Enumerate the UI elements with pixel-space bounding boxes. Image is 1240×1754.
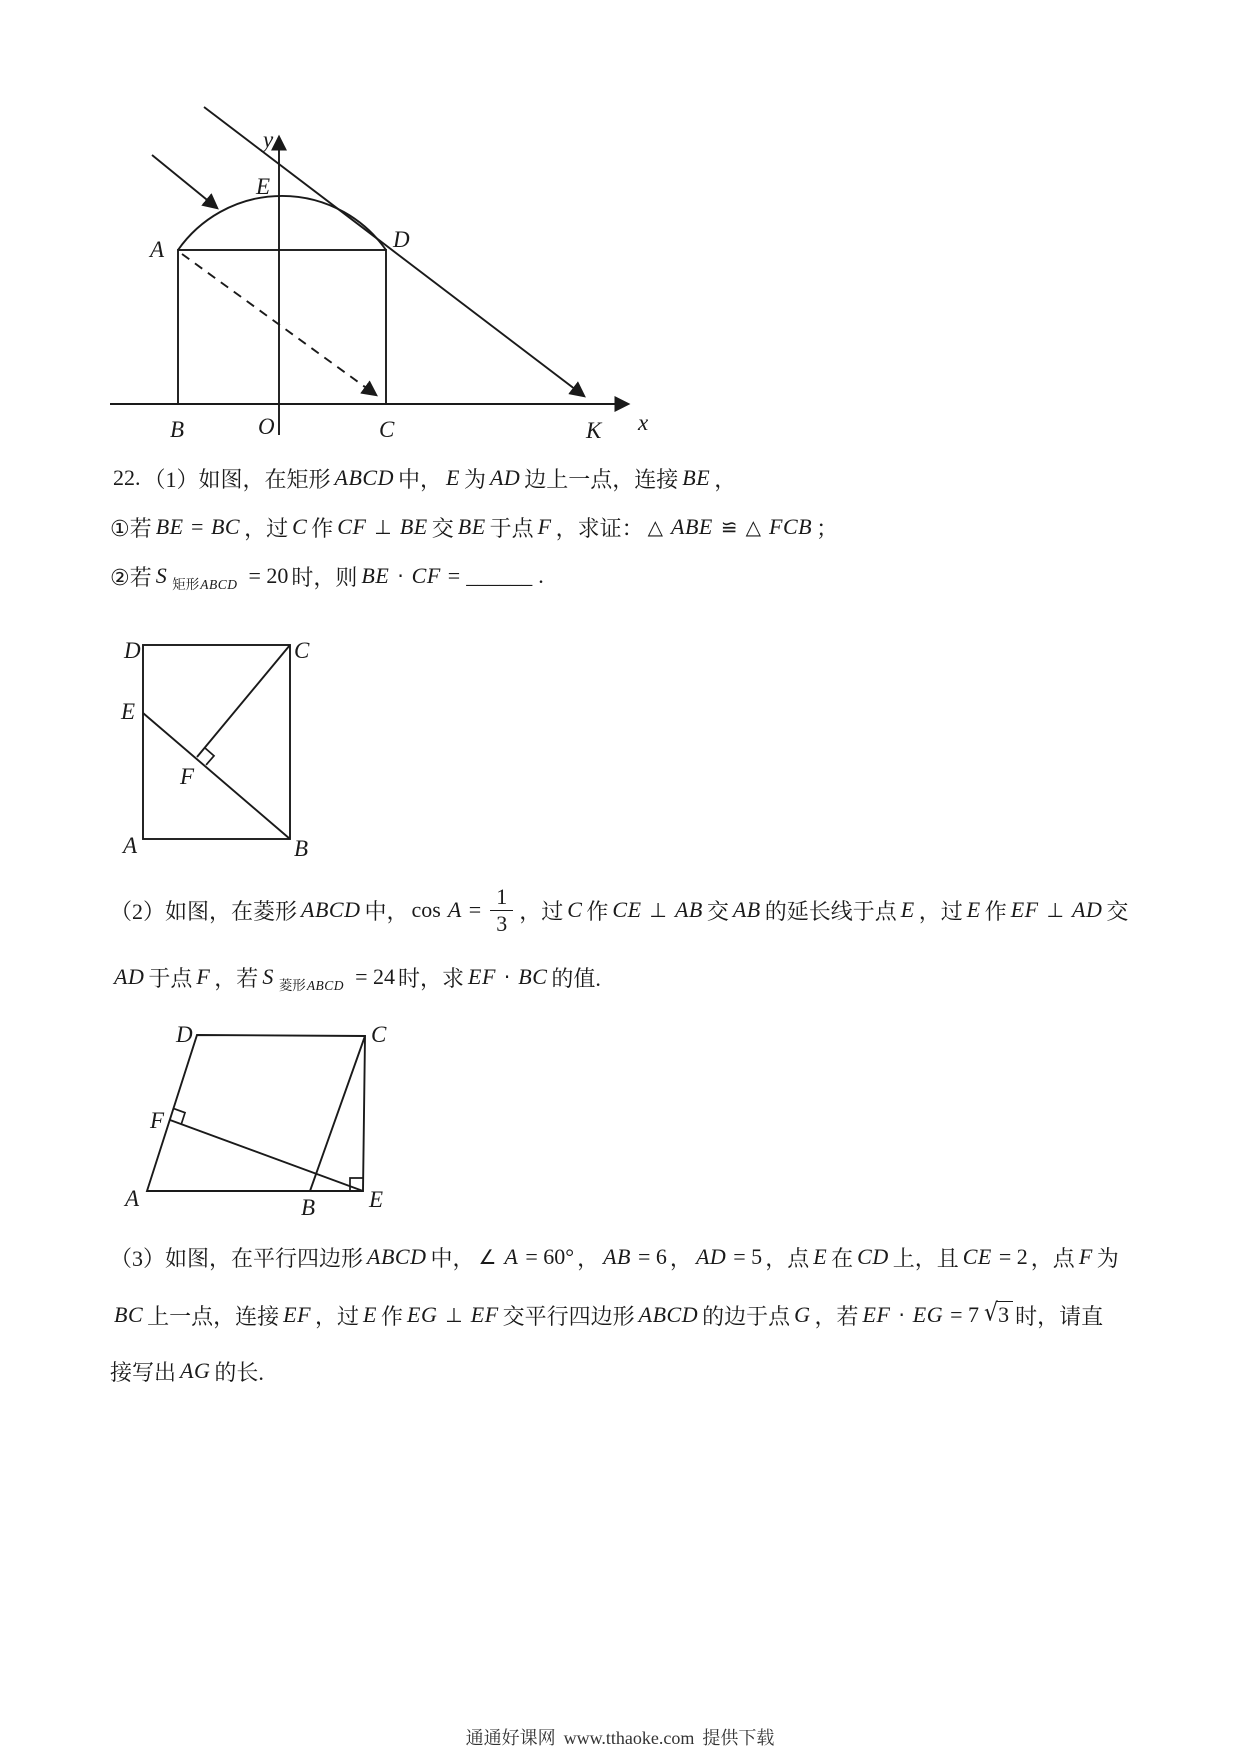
right-angle-mark-f (205, 748, 214, 765)
point-label-a: A (123, 833, 138, 858)
point-label-e: E (256, 174, 271, 199)
question-line-8: 接写出 AG 的长. (110, 1358, 264, 1385)
question-line-4: （2）如图，在菱形 ABCD 中， cos A = $\frac{1}{3}$ ，过 C 作 CE ⊥ AB 交 AB 的延长线于点 E ，过 E 作 EF ⊥ AD 交 (110, 884, 1129, 936)
point-label-e: E (369, 1187, 384, 1212)
point-label-e: E (121, 699, 136, 724)
segment-cb (310, 1036, 365, 1191)
rhombus-outline (147, 1035, 365, 1191)
point-label-c: C (371, 1022, 387, 1047)
point-label-c: C (379, 417, 395, 442)
point-label-f: F (180, 764, 195, 789)
figure-rectangle-dcba (108, 630, 320, 865)
point-label-a: A (125, 1186, 140, 1211)
segment-eb (143, 713, 290, 839)
point-label-b: B (294, 836, 309, 861)
question-line-1: 22. （1）如图，在矩形 ABCD 中， E 为 AD 边上一点，连接 BE ， (113, 465, 737, 492)
axis-label-x: x (638, 410, 649, 435)
point-label-f: F (150, 1108, 165, 1133)
figure-coordinate-plane (95, 85, 655, 445)
point-label-d: D (124, 638, 141, 663)
question-line-5: AD 于点 F ，若 S 菱形 ABCD = 24 时，求 EF · BC 的值. (114, 964, 601, 993)
question-line-2: ①若 BE = BC ，过 C 作 CF ⊥ BE 交 BE 于点 F ，求证： △ ABE ≌ △ FCB ； (110, 514, 839, 541)
point-label-b: B (301, 1195, 316, 1220)
point-label-k: K (586, 418, 602, 443)
point-label-c: C (294, 638, 310, 663)
rectangle-dcba (143, 645, 290, 839)
segment-cf (197, 645, 290, 757)
point-label-b: B (170, 417, 185, 442)
point-label-d: D (393, 227, 410, 252)
figure-rhombus-abcd (118, 1015, 398, 1220)
segment-ef (170, 1120, 363, 1191)
translation-arrow (152, 155, 217, 208)
point-label-a: A (150, 237, 165, 262)
point-label-d: D (176, 1022, 193, 1047)
question-line-3: ②若 S 矩形 ABCD = 20 时，则 BE · CF = ______ . (110, 563, 544, 592)
arc-a-to-d (178, 196, 386, 250)
question-line-7: BC 上一点，连接 EF ，过 E 作 EG ⊥ EF 交平行四边形 ABCD 的边于点 G ，若 EF · EG = 7 √ 3 时，请直 (114, 1299, 1104, 1329)
point-label-o: O (258, 414, 275, 439)
page-footer: 通通好课网 www.tthaoke.com 提供下载 (465, 1728, 775, 1748)
question-line-6: （3）如图，在平行四边形 ABCD 中， ∠ A = 60° ， AB = 6 ， AD = 5 ，点 E 在 CD 上，且 CE = 2 ，点 F 为 (110, 1244, 1119, 1271)
axis-label-y: y (263, 127, 274, 152)
